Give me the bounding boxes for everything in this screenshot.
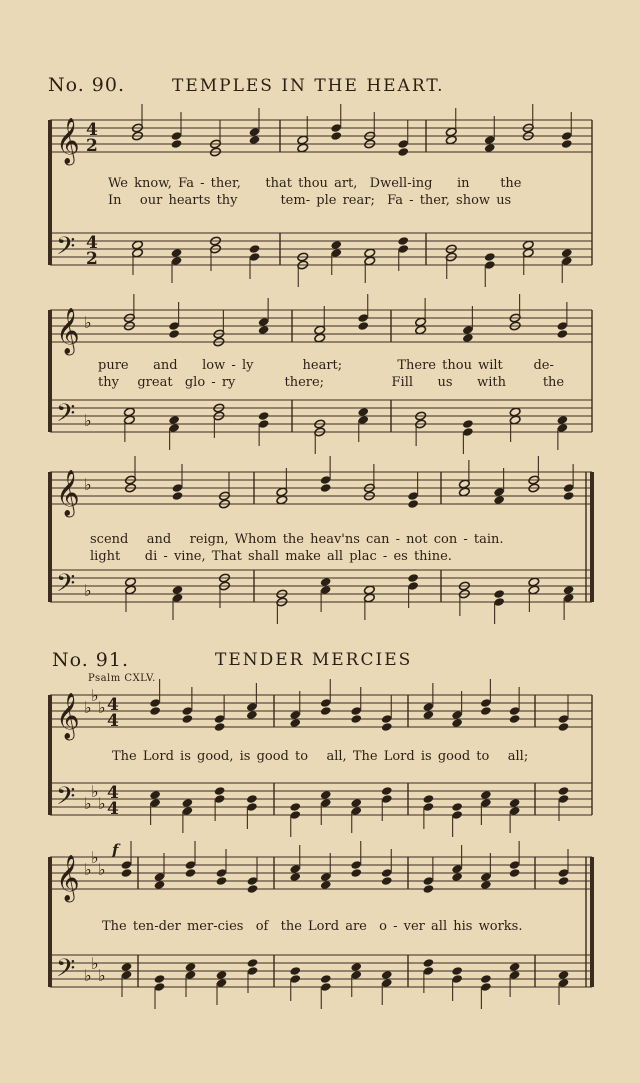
note-head [216, 876, 228, 886]
note-head [451, 718, 463, 728]
note-head [451, 872, 463, 882]
note-head [246, 710, 258, 720]
forte-dynamic: f [112, 841, 119, 859]
time-signature-bottom: 4 [107, 711, 119, 731]
note-head [171, 248, 183, 258]
flat-icon: ♭ [84, 860, 92, 879]
bass-clef-icon: 𝄢 [56, 399, 76, 434]
note-head [320, 483, 332, 493]
note-head [480, 880, 492, 890]
note-head [154, 880, 166, 890]
time-signature-top: 4 [107, 783, 119, 803]
note-head [563, 491, 575, 501]
note-head [558, 876, 570, 886]
flat-icon: ♭ [91, 848, 99, 867]
time-signature-bottom: 2 [86, 136, 98, 156]
note-head [423, 958, 435, 968]
note-head [314, 333, 326, 343]
note-head [320, 790, 332, 800]
flat-icon: ♭ [84, 313, 92, 332]
flat-icon: ♭ [91, 686, 99, 705]
treble-clef-icon: 𝄞 [56, 308, 80, 354]
time-signature-bottom: 4 [107, 799, 119, 819]
note-head [509, 714, 521, 724]
note-head [381, 876, 393, 886]
flat-icon: ♭ [91, 782, 99, 801]
note-head [214, 786, 226, 796]
hymn-91-title: TENDER MERCIES [215, 650, 413, 670]
note-head [246, 794, 258, 804]
note-head [185, 962, 197, 972]
hymn-90-lyric-line-3-verse-2: light di - vine, That shall make all plac - es thine. [90, 549, 452, 564]
note-head [415, 325, 427, 335]
note-head [509, 407, 521, 417]
note-head [381, 722, 393, 732]
bass-clef-icon: 𝄢 [56, 954, 76, 989]
note-head [558, 786, 570, 796]
note-head [182, 714, 194, 724]
note-head [364, 585, 376, 595]
flat-icon: ♭ [98, 698, 106, 717]
note-head [397, 236, 409, 246]
note-head [423, 710, 435, 720]
time-signature-top: 4 [86, 233, 98, 253]
note-head [320, 880, 332, 890]
bass-clef-icon: 𝄢 [56, 232, 76, 267]
note-head [480, 706, 492, 716]
note-head [172, 585, 184, 595]
note-head [357, 407, 369, 417]
note-head [247, 958, 259, 968]
note-head [185, 868, 197, 878]
note-head [558, 970, 570, 980]
note-head [289, 872, 301, 882]
note-head [563, 585, 575, 595]
note-head [216, 970, 228, 980]
note-head [297, 143, 309, 153]
note-head [557, 415, 569, 425]
note-head [423, 884, 435, 894]
note-head [462, 419, 474, 429]
note-head [121, 962, 133, 972]
note-head [121, 868, 133, 878]
bass-clef-icon: 𝄢 [56, 782, 76, 817]
bass-clef-icon: 𝄢 [56, 569, 76, 604]
note-head [493, 495, 505, 505]
treble-clef-icon: 𝄞 [56, 470, 80, 516]
note-head [320, 974, 332, 984]
note-head [561, 248, 573, 258]
note-head [561, 139, 573, 149]
flat-icon: ♭ [98, 860, 106, 879]
hymn-90-lyric-line-2-verse-1: pure and low - ly heart; There thou wilt de- [98, 358, 554, 373]
note-head [445, 135, 457, 145]
time-signature-bottom: 2 [86, 249, 98, 269]
note-head [480, 790, 492, 800]
note-head [168, 415, 180, 425]
note-head [484, 252, 496, 262]
note-head [249, 244, 261, 254]
flat-icon: ♭ [98, 794, 106, 813]
note-head [480, 974, 492, 984]
note-head [258, 325, 270, 335]
treble-clef-icon: 𝄞 [56, 855, 80, 901]
note-head [320, 706, 332, 716]
hymn-90-lyric-line-2-verse-2: thy great glo - ry there; Fill us with the [98, 375, 565, 390]
note-head [522, 240, 534, 250]
flat-icon: ♭ [84, 475, 92, 494]
note-head [407, 499, 419, 509]
note-head [125, 577, 137, 587]
note-head [289, 718, 301, 728]
hymn-90-number: No. 90. [48, 74, 126, 96]
note-head [124, 407, 136, 417]
note-head [350, 962, 362, 972]
note-head [168, 329, 180, 339]
treble-clef-icon: 𝄞 [56, 118, 80, 164]
note-head [320, 577, 332, 587]
time-signature-top: 4 [107, 695, 119, 715]
note-head [247, 884, 259, 894]
note-head [350, 714, 362, 724]
note-head [364, 248, 376, 258]
note-head [462, 333, 474, 343]
note-head [330, 131, 342, 141]
flat-icon: ♭ [84, 581, 92, 600]
note-head [423, 794, 435, 804]
note-head [381, 970, 393, 980]
note-head [357, 321, 369, 331]
treble-clef-icon: 𝄞 [56, 693, 80, 739]
hymn-91-source: Psalm CXLV. [88, 673, 156, 684]
flat-icon: ♭ [84, 794, 92, 813]
flat-icon: ♭ [84, 411, 92, 430]
hymn-90-lyric-line-1-verse-1: We know, Fa - ther, that thou art, Dwell-ing in the [108, 176, 522, 191]
note-head [451, 966, 463, 976]
note-head [132, 240, 144, 250]
note-head [451, 802, 463, 812]
note-head [484, 143, 496, 153]
note-head [509, 962, 521, 972]
flat-icon: ♭ [91, 954, 99, 973]
note-head [350, 798, 362, 808]
note-head [509, 798, 521, 808]
flat-icon: ♭ [84, 698, 92, 717]
note-head [172, 491, 184, 501]
note-head [289, 802, 301, 812]
note-head [350, 868, 362, 878]
note-head [276, 495, 288, 505]
note-head [528, 577, 540, 587]
note-head [330, 240, 342, 250]
hymn-91-lyric-line-2: The ten-der mer-cies of the Lord are o - ver all his works. [102, 919, 523, 934]
note-head [149, 790, 161, 800]
note-head [407, 573, 419, 583]
hymn-90-lyric-line-3-verse-1: scend and reign, Whom the heav'ns can - not con - tain. [90, 532, 504, 547]
hymn-90-lyric-line-1-verse-2: In our hearts thy tem- ple rear; Fa - ther, show us [108, 193, 512, 208]
hymn-91-number: No. 91. [52, 649, 130, 671]
note-head [258, 411, 270, 421]
note-head [558, 722, 570, 732]
note-head [289, 966, 301, 976]
note-head [509, 868, 521, 878]
note-head [397, 147, 409, 157]
flat-icon: ♭ [84, 966, 92, 985]
flat-icon: ♭ [98, 966, 106, 985]
note-head [459, 487, 471, 497]
note-head [149, 706, 161, 716]
note-head [154, 974, 166, 984]
note-head [214, 722, 226, 732]
note-head [182, 798, 194, 808]
time-signature-top: 4 [86, 120, 98, 140]
note-head [249, 135, 261, 145]
note-head [493, 589, 505, 599]
note-head [171, 139, 183, 149]
hymn-91-lyric-line-1: The Lord is good, is good to all, The Lord is good to all; [112, 749, 529, 764]
note-head [381, 786, 393, 796]
hymn-90-title: TEMPLES IN THE HEART. [172, 76, 445, 96]
note-head [557, 329, 569, 339]
